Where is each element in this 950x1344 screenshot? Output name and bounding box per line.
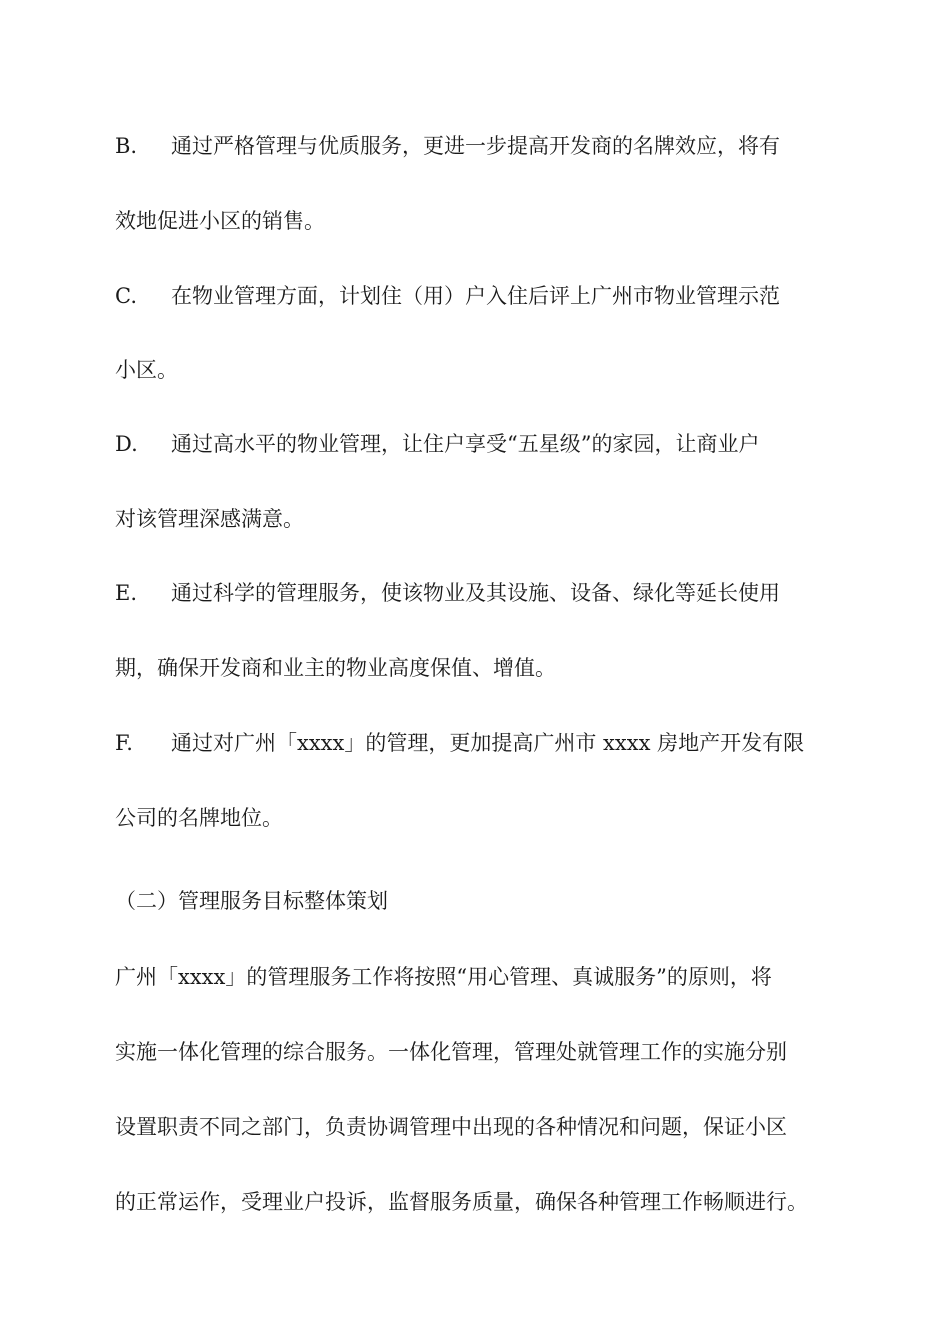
item-text: 在物业管理方面，计划住（用）户入住后评上广州市物业管理示范	[171, 284, 780, 308]
paragraph-line: 的正常运作，受理业户投诉，监督服务质量，确保各种管理工作畅顺进行。	[115, 1190, 808, 1214]
list-item-d-line-1	[115, 429, 759, 459]
paragraph-line: 设置职责不同之部门，负责协调管理中出现的各种情况和问题，保证小区	[115, 1115, 787, 1139]
item-label: C.	[115, 284, 137, 308]
paragraph-line: 广州「xxxx」的管理服务工作将按照“用心管理、真诚服务”的原则，将	[115, 965, 772, 989]
item-text: 通过对广州「xxxx」的管理，更加提高广州市 xxxx 房地产开发有限	[171, 731, 805, 755]
item-label: E.	[115, 581, 138, 605]
item-text: 通过高水平的物业管理，让住户享受“五星级”的家园，让商业户	[171, 432, 760, 456]
item-text: 期，确保开发商和业主的物业高度保值、增值。	[115, 656, 556, 680]
item-label: F.	[115, 731, 133, 755]
paragraph-line: 实施一体化管理的综合服务。一体化管理，管理处就管理工作的实施分别	[115, 1040, 787, 1064]
item-text: 通过严格管理与优质服务，更进一步提高开发商的名牌效应，将有	[171, 134, 780, 158]
item-text: 效地促进小区的销售。	[115, 209, 325, 233]
item-text: 小区。	[115, 358, 178, 382]
list-item-e-line-2	[115, 653, 556, 683]
list-item-c-line-2	[115, 355, 178, 385]
section-heading: （二）管理服务目标整体策划	[115, 889, 388, 913]
item-text: 对该管理深感满意。	[115, 507, 304, 531]
list-item-f-line-1	[115, 728, 804, 758]
item-label: B.	[115, 134, 138, 158]
item-label: D.	[115, 432, 138, 456]
list-item-e-line-1	[115, 578, 780, 608]
list-item-b-line-2	[115, 206, 325, 236]
item-text: 通过科学的管理服务，使该物业及其设施、设备、绿化等延长使用	[171, 581, 780, 605]
list-item-b-line-1	[115, 131, 780, 161]
list-item-c-line-1	[115, 281, 780, 311]
item-text: 公司的名牌地位。	[115, 806, 283, 830]
list-item-f-line-2	[115, 803, 283, 833]
list-item-d-line-2	[115, 504, 304, 534]
